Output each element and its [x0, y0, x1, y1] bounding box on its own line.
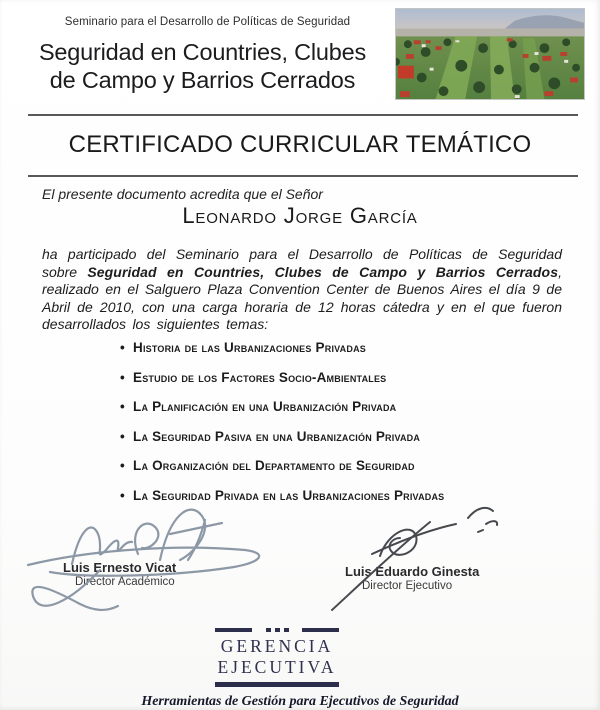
seminar-title-line1: Seguridad en Countries, Clubes: [38, 39, 367, 65]
divider-under-title: [28, 175, 578, 177]
signer-name-academic: Luis Ernesto Vicat: [63, 560, 177, 575]
signer-title-executive: Director Ejecutivo: [362, 580, 453, 592]
topics-list: [120, 340, 444, 517]
logo-rule-bottom: [215, 682, 339, 687]
paragraph-lead: ha participado del Seminario para el Desarrollo de Políticas de Seguridad sobre: [42, 246, 562, 280]
topic-label: La Seguridad Privada en las Urbanizaciones Privadas: [133, 487, 445, 503]
signature-ink-academic: [20, 487, 285, 625]
bullet-icon: •: [120, 369, 125, 385]
topic-label: Estudio de los Factores Socio-Ambientales: [133, 369, 387, 385]
topic-item: [120, 340, 444, 355]
footer-tagline: Herramientas de Gestión para Ejecutivos de Seguridad: [141, 694, 459, 709]
intro-line: El presente documento acredita que el Señor: [42, 186, 323, 202]
bullet-icon: •: [120, 428, 125, 444]
bullet-icon: •: [120, 340, 125, 355]
certificate-title: CERTIFICADO CURRICULAR TEMÁTICO: [68, 131, 532, 158]
topic-label: Historia de las Urbanizaciones Privadas: [133, 340, 366, 355]
logo-rule-top: [215, 627, 339, 632]
logo-line2: EJECUTIVA: [217, 657, 337, 677]
paragraph-tail: , realizado en el Salguero Plaza Convention Center de Buenos Aires el día 9 de Abril de 2010, con una carga horaria de 12 horas cátedra y en el que fueron desarrollados los siguientes temas:: [42, 263, 562, 332]
topic-item: [120, 370, 444, 385]
signer-title-academic: Director Académico: [75, 576, 175, 588]
topic-label: La Organización del Departamento de Seguridad: [133, 458, 415, 473]
logo-dots: [266, 628, 289, 632]
paragraph-bold-course-name: Seguridad en Countries, Clubes de Campo y Barrios Cerrados: [87, 263, 559, 280]
bullet-icon: •: [120, 487, 125, 503]
aerial-photo-graphic: [396, 9, 584, 99]
seminar-line: Seminario para el Desarrollo de Políticas de Seguridad: [64, 16, 351, 28]
logo-line1: GERENCIA: [220, 636, 334, 656]
topic-label: La Planificación en una Urbanización Privada: [133, 399, 397, 414]
topic-label: La Seguridad Pasiva en una Urbanización Privada: [133, 428, 421, 444]
logo-text: [215, 636, 339, 678]
seminar-title: [10, 38, 395, 94]
signatures-section: [0, 498, 600, 628]
logo-bar-right: [302, 628, 339, 632]
topic-item: [120, 458, 444, 473]
bullet-icon: •: [120, 399, 125, 414]
topic-item: [120, 399, 444, 414]
logo-bar-left: [215, 628, 252, 632]
header: [0, 10, 395, 94]
gerencia-ejecutiva-logo: [215, 627, 339, 687]
seminar-title-line2: de Campo y Barrios Cerrados: [49, 67, 356, 94]
signature-ink-executive: [328, 498, 508, 616]
aerial-photo-country-club: [395, 8, 585, 100]
signer-name-executive: Luis Eduardo Ginesta: [345, 564, 480, 579]
body-paragraph: [42, 246, 562, 334]
recipient-name: Leonardo Jorge García: [182, 203, 418, 228]
bullet-icon: •: [120, 458, 125, 473]
topic-item: [120, 429, 444, 444]
divider-top: [28, 114, 578, 116]
